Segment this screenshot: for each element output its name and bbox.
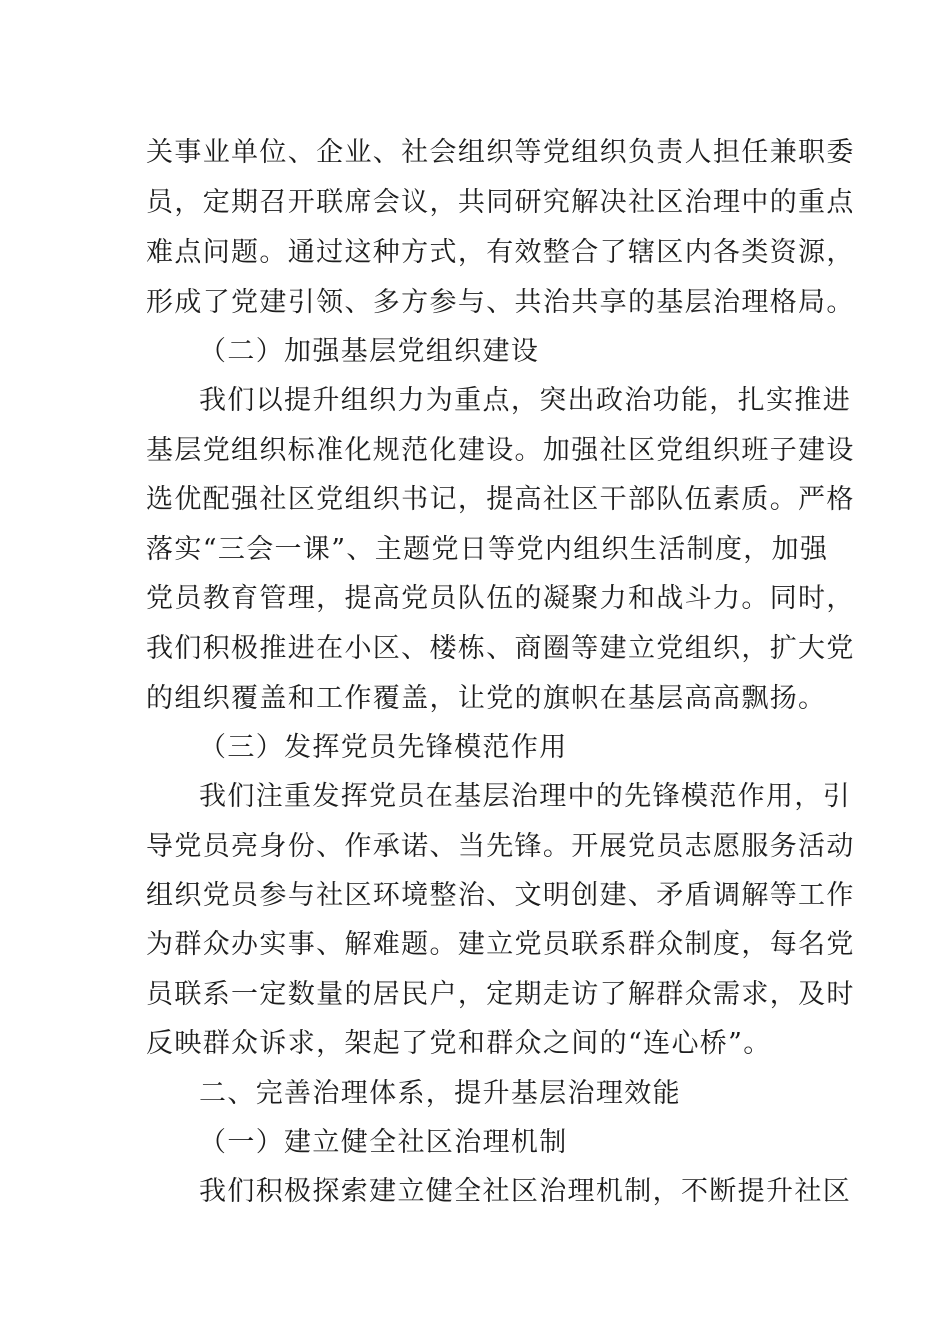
section-heading-3: （三）发挥党员先锋模范作用 (199, 732, 568, 763)
body-text-line: 基层党组织标准化规范化建设。加强社区党组织班子建设 (146, 435, 855, 466)
paragraph-first-line: 我们以提升组织力为重点，突出政治功能，扎实推进 (199, 385, 852, 416)
body-text-line: 关事业单位、企业、社会组织等党组织负责人担任兼职委 (146, 137, 855, 168)
body-text-line: 形成了党建引领、多方参与、共治共享的基层治理格局。 (146, 287, 855, 318)
body-text-line: 员联系一定数量的居民户，定期走访了解群众需求，及时 (146, 979, 855, 1010)
body-text-line: 难点问题。通过这种方式，有效整合了辖区内各类资源， (146, 237, 855, 268)
body-text-line: 为群众办实事、解难题。建立党员联系群众制度，每名党 (146, 929, 855, 960)
body-text-line: 的组织覆盖和工作覆盖，让党的旗帜在基层高高飘扬。 (146, 683, 827, 714)
section-heading-2: （二）加强基层党组织建设 (199, 336, 540, 367)
body-text-line: 我们积极推进在小区、楼栋、商圈等建立党组织，扩大党 (146, 633, 855, 664)
body-text-line: 党员教育管理，提高党员队伍的凝聚力和战斗力。同时， (146, 583, 855, 614)
body-text-line: 导党员亮身份、作承诺、当先锋。开展党员志愿服务活动 (146, 831, 855, 862)
paragraph-first-line: 我们注重发挥党员在基层治理中的先锋模范作用，引 (199, 781, 852, 812)
body-text-line: 员，定期召开联席会议，共同研究解决社区治理中的重点 (146, 187, 855, 218)
chapter-heading-2: 二、完善治理体系，提升基层治理效能 (199, 1078, 681, 1109)
body-text-line: 反映群众诉求，架起了党和群众之间的“连心桥”。 (146, 1028, 772, 1059)
body-text-line: 落实“三会一课”、主题党日等党内组织生活制度，加强 (146, 534, 829, 565)
paragraph-first-line: 我们积极探索建立健全社区治理机制，不断提升社区 (199, 1176, 852, 1207)
body-text-line: 组织党员参与社区环境整治、文明创建、矛盾调解等工作 (146, 880, 855, 911)
section-heading-1: （一）建立健全社区治理机制 (199, 1127, 568, 1158)
body-text-line: 选优配强社区党组织书记，提高社区干部队伍素质。严格 (146, 484, 855, 515)
